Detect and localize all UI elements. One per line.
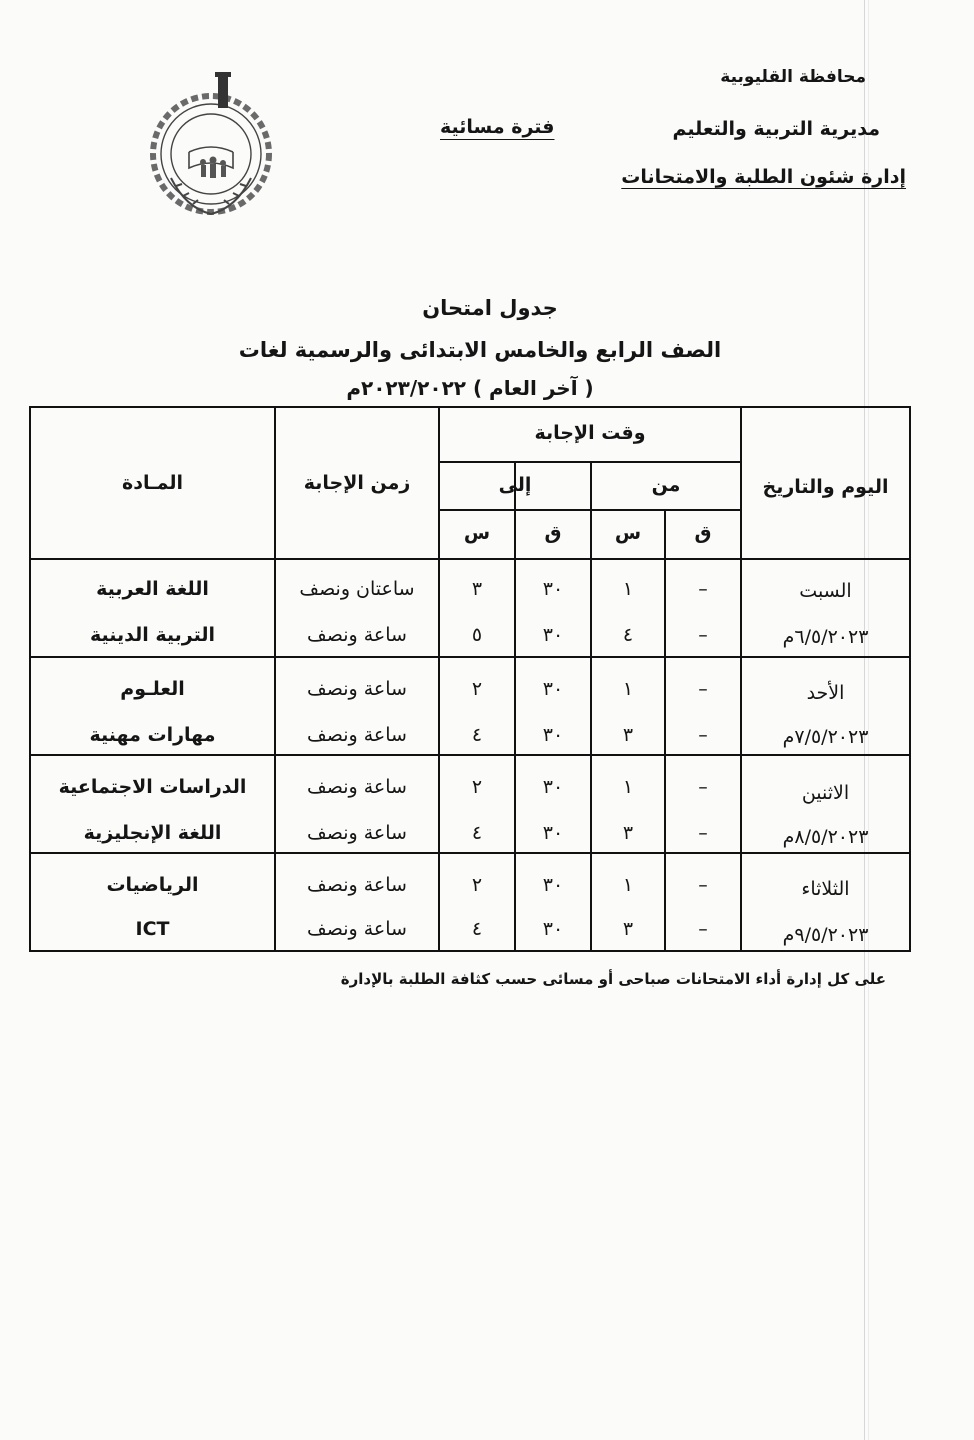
exam-subject: اللغة الإنجليزية [83, 822, 222, 844]
to-minute: ٣٠ [542, 724, 564, 746]
row-date: ٩/٥/٢٠٢٣م [782, 924, 869, 946]
from-minute: – [698, 624, 708, 646]
from-hour: ٣ [622, 822, 634, 844]
from-minute: – [698, 724, 708, 746]
governorate-name: محافظة القليوبية [720, 67, 866, 87]
exam-schedule-table [29, 406, 911, 952]
table-grid-line [438, 461, 740, 463]
schedule-title: جدول امتحان [422, 296, 558, 320]
to-minute: ٣٠ [542, 624, 564, 646]
grade-title: الصف الرابع والخامس الابتدائى والرسمية لغات [238, 338, 722, 362]
header-from: من [651, 474, 681, 496]
header-from-minute: ق [694, 522, 712, 544]
to-minute: ٣٠ [542, 578, 564, 600]
to-hour: ٤ [471, 724, 483, 746]
from-hour: ١ [622, 874, 634, 896]
exam-subject: التربية الدينية [89, 624, 216, 646]
exam-duration: ساعتان ونصف [299, 578, 415, 600]
from-minute: – [698, 874, 708, 896]
header-duration: زمن الإجابة [303, 472, 411, 494]
to-minute: ٣٠ [542, 678, 564, 700]
department-name: إدارة شئون الطلبة والامتحانات [621, 166, 906, 188]
from-hour: ٣ [622, 724, 634, 746]
from-hour: ٤ [622, 624, 634, 646]
table-grid-line [31, 558, 909, 560]
document-header [558, 62, 906, 188]
row-day: الثلاثاء [801, 878, 850, 900]
exam-duration: ساعة ونصف [307, 724, 407, 746]
table-grid-line [31, 656, 909, 658]
exam-period: فترة مسائية [440, 116, 555, 138]
to-minute: ٣٠ [542, 776, 564, 798]
to-hour: ٥ [471, 624, 483, 646]
from-hour: ٣ [622, 918, 634, 940]
exam-duration: ساعة ونصف [307, 918, 407, 940]
exam-subject: ICT [135, 918, 170, 940]
exam-duration: ساعة ونصف [307, 776, 407, 798]
to-minute: ٣٠ [542, 822, 564, 844]
from-hour: ١ [622, 678, 634, 700]
year-title: ( آخر العام ) ٢٠٢٣/٢٠٢٢م [346, 376, 594, 400]
directorate-name: مديرية التربية والتعليم [672, 118, 880, 140]
to-hour: ٢ [471, 776, 483, 798]
from-hour: ١ [622, 776, 634, 798]
header-to: إلى [498, 474, 532, 496]
to-minute: ٣٠ [542, 874, 564, 896]
row-day: الأحد [806, 682, 845, 704]
header-to-minute: ق [544, 522, 562, 544]
exam-duration: ساعة ونصف [307, 822, 407, 844]
row-day: الاثنين [801, 782, 850, 804]
to-hour: ٤ [471, 918, 483, 940]
from-minute: – [698, 918, 708, 940]
header-subject: المـادة [122, 472, 183, 494]
footnote: على كل إدارة أداء الامتحانات صباحى أو مسائى حسب كثافة الطلبة بالإدارة [340, 970, 886, 988]
from-minute: – [698, 776, 708, 798]
exam-subject: العلـوم [120, 678, 185, 700]
exam-subject: مهارات مهنية [89, 724, 216, 746]
table-grid-line [31, 852, 909, 854]
to-minute: ٣٠ [542, 918, 564, 940]
exam-duration: ساعة ونصف [307, 678, 407, 700]
header-from-hour: س [614, 522, 642, 544]
row-day: السبت [799, 580, 852, 602]
row-date: ٨/٥/٢٠٢٣م [782, 826, 869, 848]
exam-subject: اللغة العربية [96, 578, 209, 600]
exam-duration: ساعة ونصف [307, 624, 407, 646]
row-date: ٦/٥/٢٠٢٣م [782, 626, 869, 648]
exam-subject: الرياضيات [106, 874, 199, 896]
row-date: ٧/٥/٢٠٢٣م [782, 726, 869, 748]
ministry-of-education-seal-icon [141, 68, 281, 222]
from-minute: – [698, 822, 708, 844]
to-hour: ٢ [471, 678, 483, 700]
header-day-date: اليوم والتاريخ [762, 476, 889, 498]
from-minute: – [698, 578, 708, 600]
header-to-hour: س [463, 522, 491, 544]
exam-duration: ساعة ونصف [307, 874, 407, 896]
header-answer-time: وقت الإجابة [534, 422, 646, 444]
to-hour: ٢ [471, 874, 483, 896]
to-hour: ٣ [471, 578, 483, 600]
to-hour: ٤ [471, 822, 483, 844]
from-hour: ١ [622, 578, 634, 600]
from-minute: – [698, 678, 708, 700]
table-grid-line [31, 754, 909, 756]
exam-subject: الدراسات الاجتماعية [58, 776, 247, 798]
table-grid-line [438, 509, 740, 511]
